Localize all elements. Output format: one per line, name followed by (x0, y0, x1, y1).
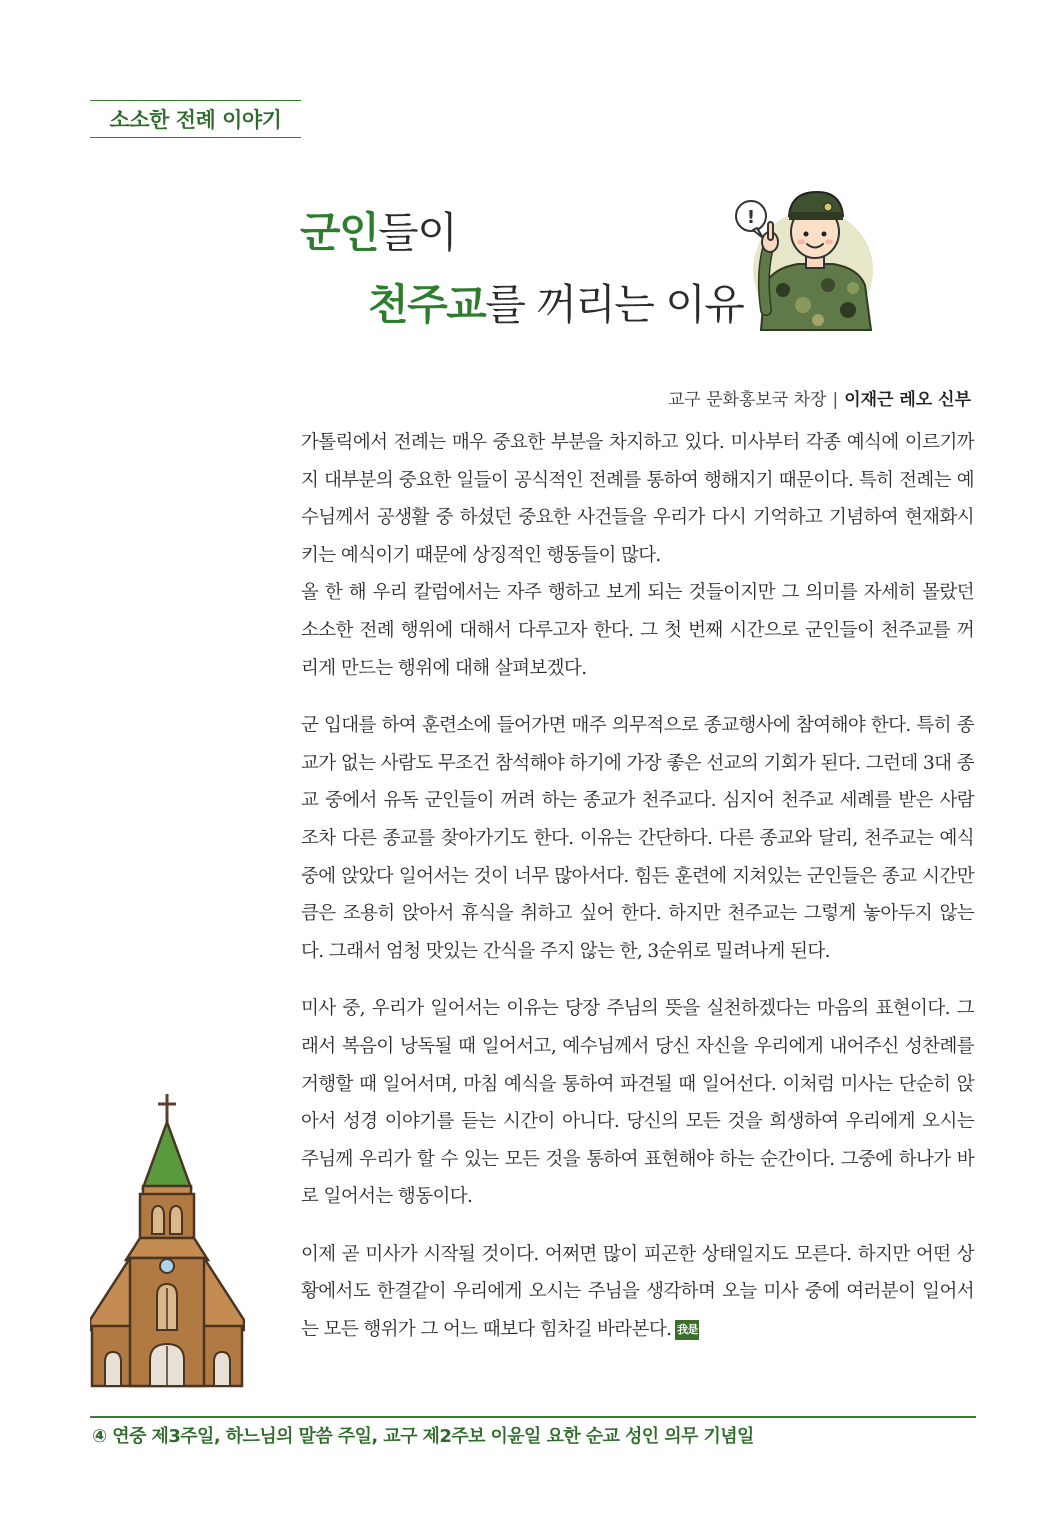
paragraph-1 (301, 424, 974, 687)
footer-divider (90, 1416, 976, 1418)
author-position: 교구 문화홍보국 차장 (667, 390, 827, 410)
title-line-1 (300, 200, 456, 260)
paragraph-1-b: 올 한 해 우리 칼럼에서는 자주 행하고 보게 되는 것들이지만 그 의미를 자세히 몰랐던 소소한 전례 행위에 대해서 다루고자 한다. 그 첫 번째 시간으로 군인들이 천주교를 꺼리게 만드는 행위에 대해 살펴보겠다. (301, 582, 974, 679)
title-rest-1: 들이 (378, 208, 457, 257)
title-highlight-2: 천주교 (368, 280, 486, 329)
byline-separator: | (832, 390, 839, 410)
section-tag: 소소한 전례 이야기 (90, 100, 301, 138)
paragraph-3: 미사 중, 우리가 일어서는 이유는 당장 주님의 뜻을 실천하겠다는 마음의 표현이다. 그래서 복음이 낭독될 때 일어서고, 예수님께서 당신 자신을 우리에게 내어주신 성찬례를 거행할 때 일어서며, 마침 예식을 통하여 파견될 때 일어선다. 이처럼 미사는 단순히 앉아서 성경 이야기를 듣는 시간이 아니다. 당신의 모든 것을 희생하여 우리에게 오시는 주님께 우리가 할 수 있는 모든 것을 통하여 표현해야 하는 순간이다. 그중에 하나가 바로 일어서는 행동이다. (301, 998, 974, 1208)
author-name: 이재근 레오 신부 (844, 390, 971, 410)
paragraph-4 (301, 1236, 974, 1349)
title-rest-2: 를 꺼리는 이유 (485, 280, 744, 329)
church-illustration (90, 1090, 245, 1390)
footer-caption: ④ 연중 제3주일, 하느님의 말씀 주일, 교구 제2주보 이윤일 요한 순교 성인 의무 기념일 (92, 1426, 754, 1447)
paragraph-4-text: 이제 곧 미사가 시작될 것이다. 어쩌면 많이 피곤한 상태일지도 모른다. 하지만 어떤 상황에서도 한결같이 우리에게 오시는 주님을 생각하며 오늘 미사 중에 여러분이 일어서는 모든 행위가 그 어느 때보다 힘차길 바라본다. (301, 1243, 974, 1341)
soldier-illustration (733, 180, 878, 335)
paragraph-1-a: 가톨릭에서 전례는 매우 중요한 부분을 차지하고 있다. 미사부터 각종 예식에 이르기까지 대부분의 중요한 일들이 공식적인 전례를 통하여 행해지기 때문이다. 특히 전례는 예수님께서 공생활 중 하셨던 중요한 사건들을 우리가 다시 기억하고 기념하여 현재화시키는 예식이기 때문에 상징적인 행동들이 많다. (301, 432, 974, 566)
title-highlight-1: 군인 (300, 208, 379, 257)
speech-bubble-text: ! (746, 207, 756, 228)
title-line-2 (368, 272, 743, 332)
end-mark-icon: 我是 (675, 1320, 699, 1340)
paragraph-2: 군 입대를 하여 훈련소에 들어가면 매주 의무적으로 종교행사에 참여해야 한다. 특히 종교가 없는 사람도 무조건 참석해야 하기에 가장 좋은 선교의 기회가 된다. 그런데 3대 종교 중에서 유독 군인들이 꺼려 하는 종교가 천주교다. 심지어 천주교 세례를 받은 사람조차 다른 종교를 찾아가기도 한다. 이유는 간단하다. 다른 종교와 달리, 천주교는 예식 중에 앉았다 일어서는 것이 너무 많아서다. 힘든 훈련에 지쳐있는 군인들은 종교 시간만큼은 조용히 앉아서 휴식을 취하고 싶어 한다. 하지만 천주교는 그렇게 놓아두지 않는다. 그래서 엄청 맛있는 간식을 주지 않는 한, 3순위로 밀려나게 된다. (301, 715, 974, 962)
article-body (301, 424, 974, 1369)
author-byline (668, 385, 971, 410)
